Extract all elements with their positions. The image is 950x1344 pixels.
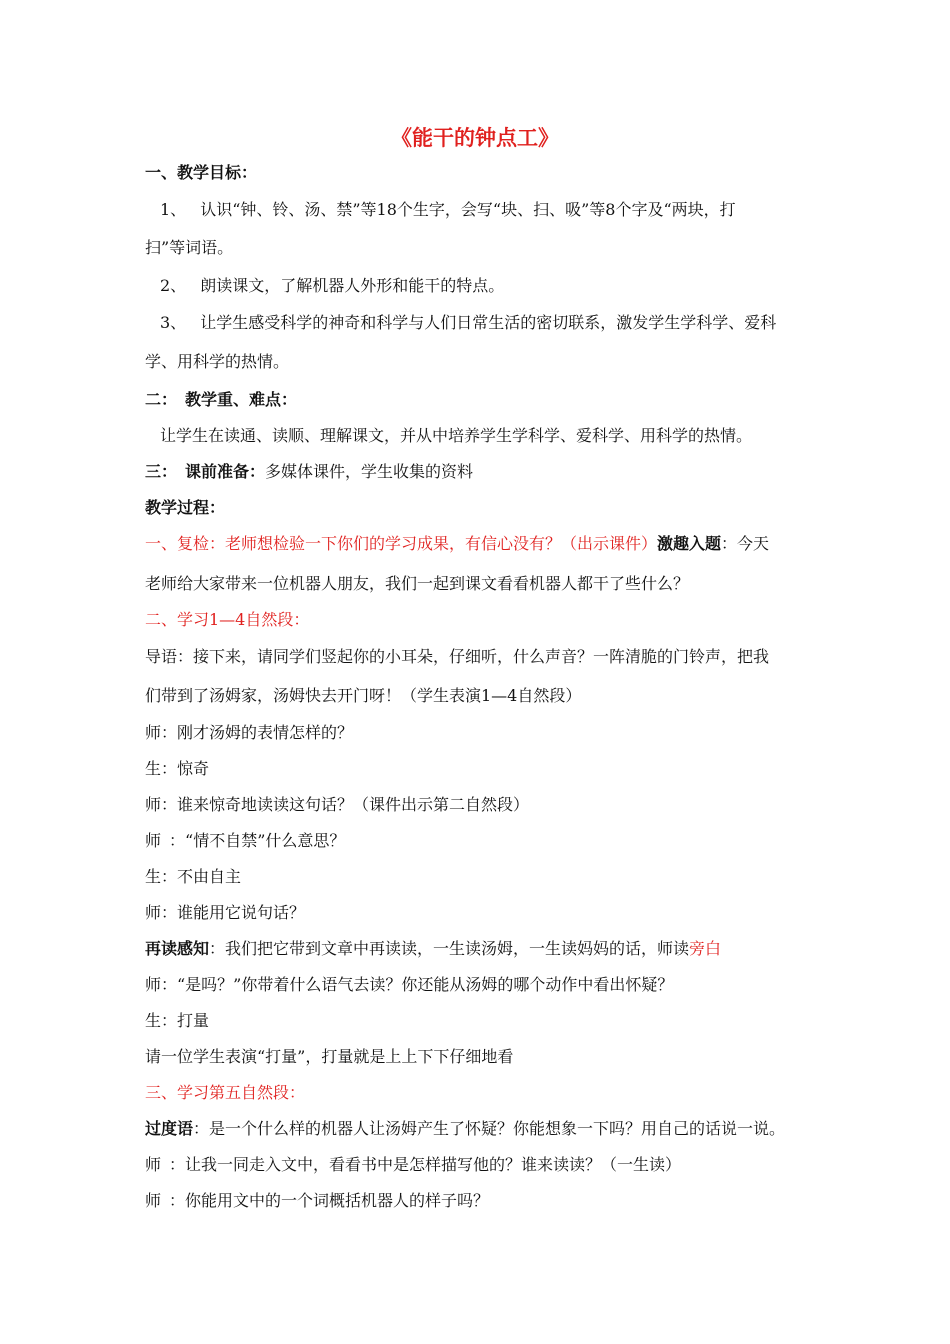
goal-3-text: 让学生感受科学的神奇和科学与人们日常生活的密切联系，激发学生学科学、爱科 [200, 313, 777, 332]
transition-text: ：是一个什么样的机器人让汤姆产生了怀疑？你能想象一下吗？用自己的话说一说。 [193, 1119, 786, 1138]
section-2-number: 二： [145, 390, 178, 409]
review-red-text: 一、复检：老师想检验一下你们的学习成果，有信心没有？（出示课件） [145, 534, 658, 553]
goal-3 [160, 313, 776, 333]
part-3-line-1 [145, 1155, 681, 1175]
section-2-heading [145, 390, 297, 410]
section-3-label: 课前准备： [185, 462, 266, 481]
part-3-line-2 [145, 1191, 489, 1211]
intro-line: 导语：接下来，请同学们竖起你的小耳朵，仔细听，什么声音？一阵清脆的门铃声，把我 [145, 647, 770, 666]
reread-red-text: 旁白 [689, 939, 722, 958]
section-3-number: 三： [145, 462, 178, 481]
goal-1 [160, 200, 736, 220]
intro-continued: 们带到了汤姆家，汤姆快去开门呀！（学生表演1—4自然段） [145, 686, 582, 705]
dialogue-line-6: 师：谁能用它说句话？ [145, 903, 306, 922]
part-3-line-2-text: ：你能用文中的一个词概括机器人的样子吗？ [169, 1191, 490, 1210]
review-continued: 老师给大家带来一位机器人朋友，我们一起到课文看看机器人都干了些什么？ [145, 574, 690, 593]
section-2-label: 教学重、难点： [185, 390, 298, 409]
goal-2-number: 2、 [160, 276, 187, 295]
section-3-text: 多媒体课件，学生收集的资料 [265, 462, 474, 481]
transition-line [145, 1119, 785, 1139]
section-1-heading: 一、教学目标： [145, 163, 258, 182]
reread-label: 再读感知 [145, 939, 210, 958]
part-3-line-2-speaker: 师 [145, 1191, 162, 1210]
reread-line [145, 939, 721, 959]
dialogue-line-2: 生：惊奇 [145, 759, 210, 778]
goal-2-text: 朗读课文，了解机器人外形和能干的特点。 [200, 276, 505, 295]
dialogue-line-4-text: ：“情不自禁”什么意思？ [169, 831, 346, 850]
goal-2 [160, 276, 504, 296]
dialogue-line-4-speaker: 师 [145, 831, 162, 850]
reread-text: ：我们把它带到文章中再读读，一生读汤姆，一生读妈妈的话，师读 [209, 939, 690, 958]
goal-3-number: 3、 [160, 313, 187, 332]
transition-label: 过度语 [145, 1119, 194, 1138]
review-bold-label: 激趣入题 [657, 534, 722, 553]
dialogue-line-7: 师：“是吗？”你带着什么语气去读？你还能从汤姆的哪个动作中看出怀疑？ [145, 975, 674, 994]
review-text: ：今天 [721, 534, 770, 553]
dialogue-line-1: 师：刚才汤姆的表情怎样的？ [145, 723, 354, 742]
part-3-line-1-speaker: 师 [145, 1155, 162, 1174]
section-3 [145, 462, 473, 482]
process-heading: 教学过程： [145, 498, 226, 517]
dialogue-line-8: 生：打量 [145, 1011, 210, 1030]
section-2-text: 让学生在读通、读顺、理解课文，并从中培养学生学科学、爱科学、用科学的热情。 [160, 426, 753, 445]
dialogue-line-3: 师：谁来惊奇地读读这句话？（课件出示第二自然段） [145, 795, 530, 814]
goal-1-text: 认识“钟、铃、汤、禁”等18个生字，会写“块、扫、吸”等8个字及“两块，打 [200, 200, 736, 219]
review-line [145, 534, 769, 554]
goal-1-number: 1、 [160, 200, 187, 219]
dialogue-line-4 [145, 831, 345, 851]
goal-3-continued: 学、用科学的热情。 [145, 352, 290, 371]
part-3-line-1-text: ：让我一同走入文中，看看书中是怎样描写他的？谁来读读？（一生读） [169, 1155, 682, 1174]
page-title: 《能干的钟点工》 [391, 125, 559, 150]
goal-1-continued: 扫”等词语。 [145, 238, 234, 257]
part-3-heading: 三、学习第五自然段： [145, 1083, 306, 1102]
part-2-heading: 二、学习1—4自然段： [145, 610, 310, 629]
dialogue-line-5: 生：不由自主 [145, 867, 242, 886]
dialogue-line-9: 请一位学生表演“打量”，打量就是上上下下仔细地看 [145, 1047, 514, 1066]
